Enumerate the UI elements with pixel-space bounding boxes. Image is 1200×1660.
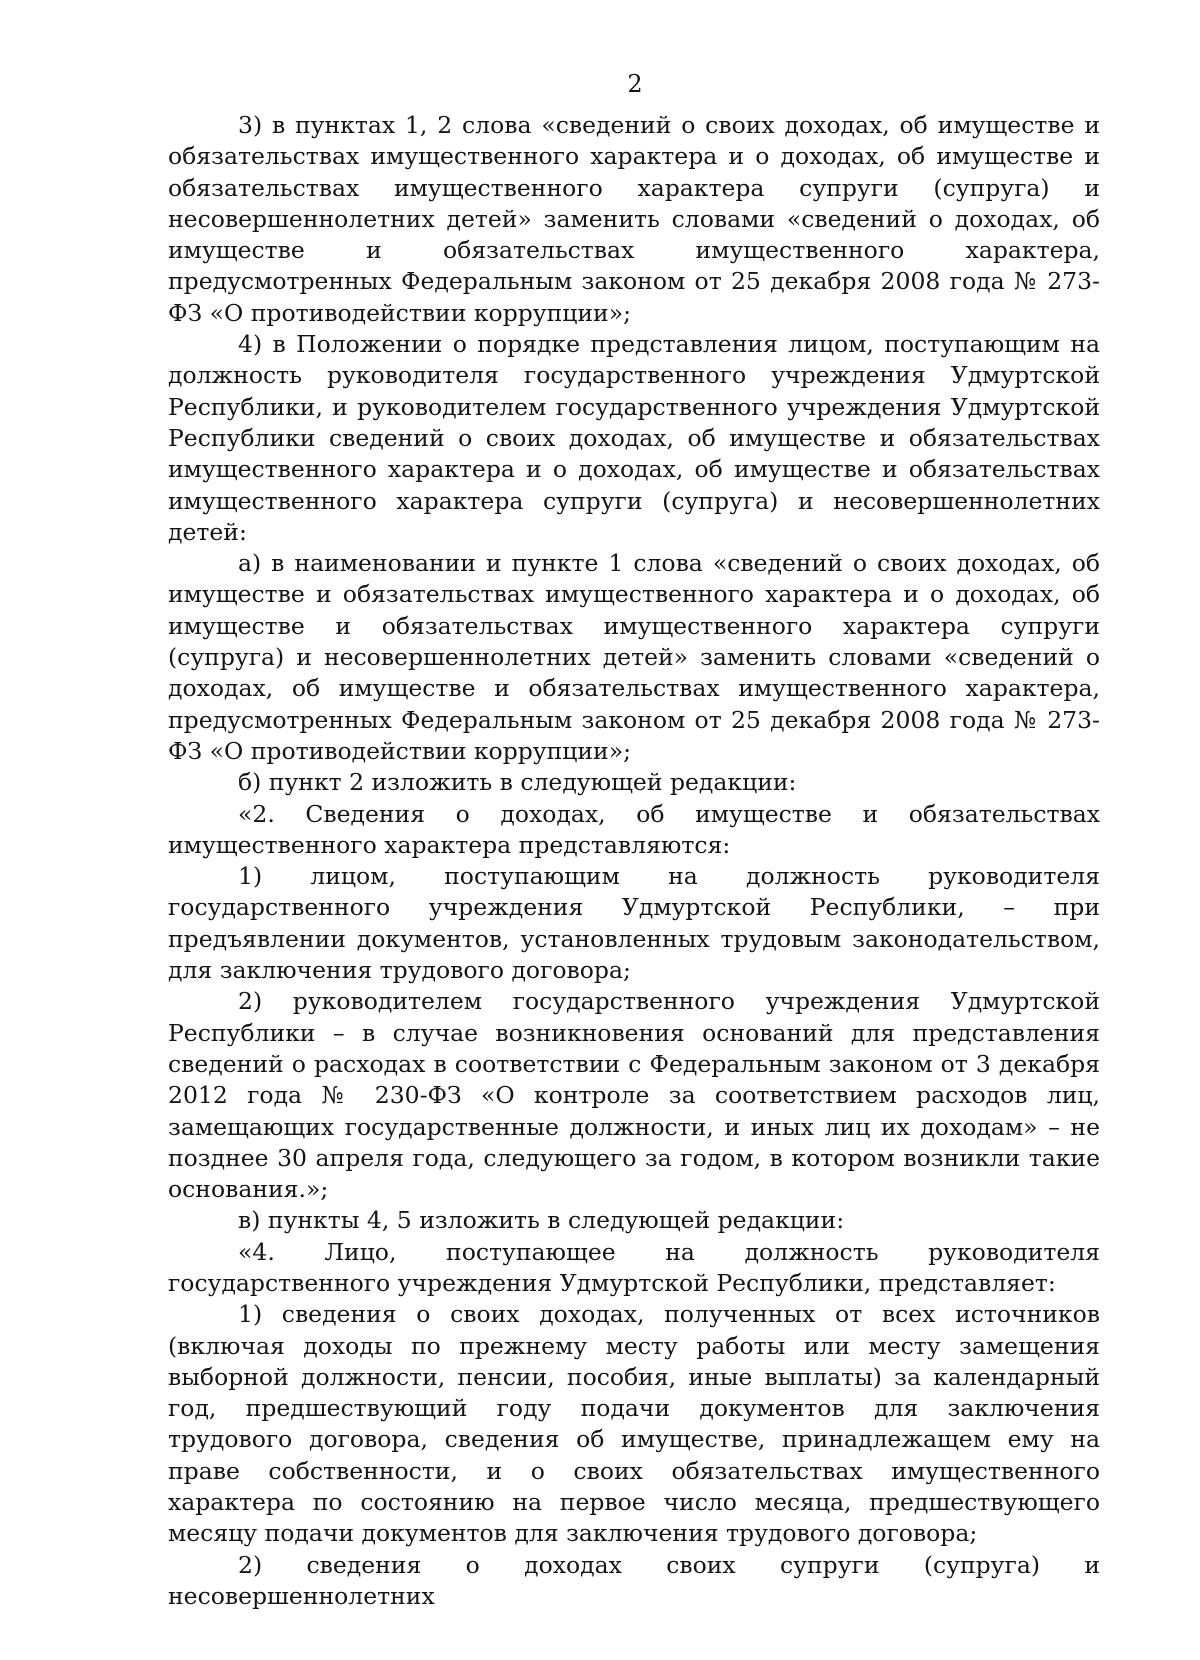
paragraph-item-3: 3) в пунктах 1, 2 слова «сведений о своих доходах, об имуществе и обязательствах имущественного характера и о доходах, об имуществе и обязательствах имущественного характера супруги (супруга) и несовершеннолетних детей» заменить словами «сведений о доходах, об имуществе и обязательствах имущественного характера, предусмотренных Федеральным законом от 25 декабря 2008 года № 273-ФЗ «О противодействии коррупции»; — [168, 111, 1100, 327]
document-body — [168, 110, 1100, 1612]
paragraph-subitem-v: в) пункты 4, 5 изложить в следующей редакции: — [238, 1206, 845, 1235]
paragraph-subitem-a: а) в наименовании и пункте 1 слова «сведений о своих доходах, об имуществе и обязательствах имущественного характера и о доходах, об имуществе и обязательствах имущественного характера супруги (супруга) и несовершеннолетних детей» заменить словами «сведений о доходах, об имуществе и обязательствах имущественного характера, предусмотренных Федеральным законом от 25 декабря 2008 года № 273-ФЗ «О противодействии коррупции»; — [168, 549, 1100, 765]
paragraph-subitem-b: б) пункт 2 изложить в следующей редакции: — [238, 768, 797, 797]
paragraph-point-4-2: 2) сведения о доходах своих супруги (супруга) и несовершеннолетних — [168, 1550, 1100, 1610]
paragraph-point-2-2: 2) руководителем государственного учреждения Удмуртской Республики – в случае возникновения оснований для представления сведений о расходах в соответствии с Федеральным законом от 3 декабря 2012 года № 230-ФЗ «О контроле за соответствием расходов лиц, замещающих государственные должности, и иных лиц их доходам» – не позднее 30 апреля года, следующего за годом, в котором возникли такие основания.»; — [168, 987, 1100, 1204]
paragraph-point-4-1: 1) сведения о своих доходах, полученных от всех источников (включая доходы по прежнему месту работы или месту замещения выборной должности, пенсии, пособия, иные выплаты) за календарный год, предшествующий году подачи документов для заключения трудового договора, сведения об имуществе, принадлежащем ему на праве собственности, и о своих обязательствах имущественного характера по состоянию на первое число месяца, предшествующего месяцу подачи документов для заключения трудового договора; — [168, 1300, 1100, 1548]
paragraph-item-4: 4) в Положении о порядке представления лицом, поступающим на должность руководителя государственного учреждения Удмуртской Республики, и руководителем государственного учреждения Удмуртской Республики сведений о своих доходах, об имуществе и обязательствах имущественного характера и о доходах, об имуществе и обязательствах имущественного характера супруги (супруга) и несовершеннолетних детей: — [168, 330, 1100, 546]
page-number: 2 — [627, 70, 643, 98]
paragraph-point-2-1: 1) лицом, поступающим на должность руководителя государственного учреждения Удмуртской Республики, – при предъявлении документов, установленных трудовым законодательством, для заключения трудового договора; — [168, 862, 1100, 985]
paragraph-point-4: «4. Лицо, поступающее на должность руководителя государственного учреждения Удмуртской Республики, представляет: — [168, 1237, 1100, 1297]
paragraph-point-2: «2. Сведения о доходах, об имуществе и обязательствах имущественного характера представляются: — [168, 799, 1100, 859]
